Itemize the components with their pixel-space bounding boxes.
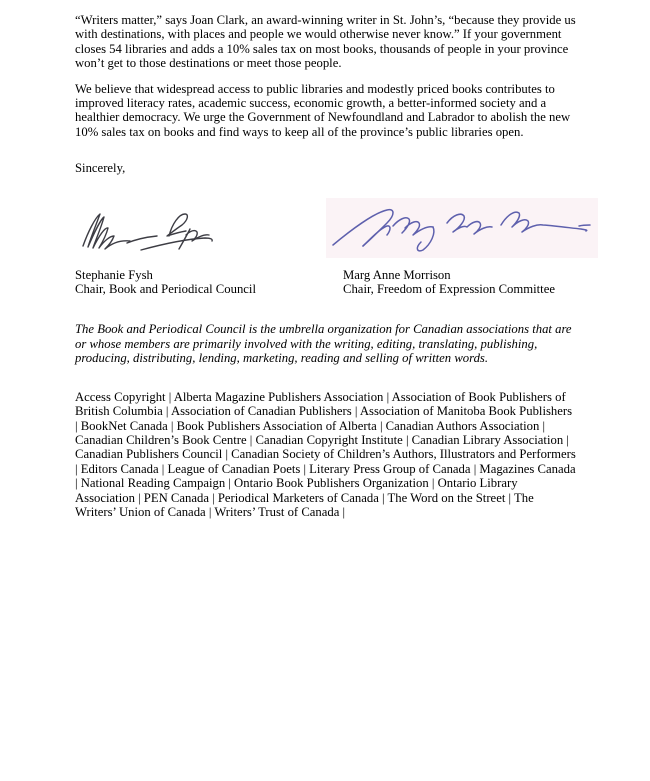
signature-blue-ink-icon	[329, 200, 594, 256]
letter-content	[75, 13, 576, 519]
signer-names-row	[75, 268, 576, 297]
about-council-italic-note: The Book and Periodical Council is the umbrella organization for Canadian associations that are or whose members are primarily involved with the writing, editing, translating, publishing, producing, distributing, lending, marketing, reading and selling of written words.	[75, 322, 572, 366]
letter-paragraph-2: We believe that widespread access to public libraries and modestly priced books contributes to improved literacy rates, academic success, economic growth, a better-informed society and a healthier democracy. We urge the Government of Newfoundland and Labrador to abolish the new 10% sales tax on books and find ways to keep all of the province’s public libraries open.	[75, 81, 571, 139]
signature-marg-anne-morrison	[326, 198, 598, 258]
member-organizations-list: Access Copyright | Alberta Magazine Publishers Association | Association of Book Publishers of British Columbia | Association of Canadian Publishers | Association of Manitoba Book Publishers | BookNet Canada | Book Publishers Association of Alberta | Canadian Authors Association | Canadian Children’s Book Centre | Canadian Copyright Institute | Canadian Library Association | Canadian Publishers Council | Canadian Society of Children’s Authors, Illustrators and Performers | Editors Canada | League of Canadian Poets | Literary Press Group of Canada | Magazines Canada | National Reading Campaign | Ontario Book Publishers Organization | Ontario Library Association | PEN Canada | Periodical Marketers of Canada | The Word on the Street | The Writers’ Union of Canada | Writers’ Trust of Canada |	[75, 389, 576, 519]
signature-dark-ink-icon	[75, 205, 215, 255]
signature-row	[75, 202, 576, 258]
signer-title: Chair, Freedom of Expression Committee	[343, 282, 555, 297]
signature-stephanie-fysh	[75, 205, 215, 255]
signer-block-marg-anne-morrison	[343, 268, 576, 297]
letter-closing: Sincerely,	[75, 161, 126, 176]
signer-block-stephanie-fysh	[75, 268, 343, 297]
letter-paragraph-1: “Writers matter,” says Joan Clark, an award-winning writer in St. John’s, “because they provide us with destinations, with places and people we would otherwise never know.” If your government closes 54 libraries and adds a 10% sales tax on most books, thousands of people in your province won’t get to those destinations or meet those people.	[75, 13, 576, 71]
signer-name: Marg Anne Morrison	[343, 267, 451, 282]
signer-title: Chair, Book and Periodical Council	[75, 282, 256, 297]
signer-name: Stephanie Fysh	[75, 267, 153, 282]
